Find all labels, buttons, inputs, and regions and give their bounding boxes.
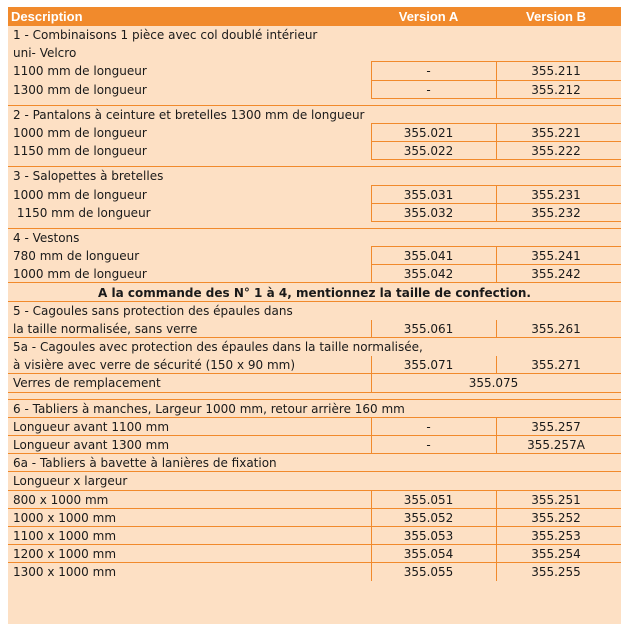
row-version-a: 355.041 <box>403 249 454 264</box>
row-version-b: 355.257 <box>531 419 581 434</box>
row-version-b: 355.252 <box>531 510 581 525</box>
section-3-title: 3 - Salopettes à bretelles <box>13 169 164 184</box>
row-version-a: - <box>426 82 431 97</box>
section-5a-title: 5a - Cagoules avec protection des épaules dans la taille normalisée, <box>13 340 423 355</box>
row-version-b: 355.221 <box>531 126 581 141</box>
row-label: 1000 mm de longueur <box>13 267 147 282</box>
row-version-a: - <box>426 64 431 79</box>
row-version-a: 355.031 <box>403 187 454 202</box>
row-version-a: - <box>426 419 431 434</box>
section-title <box>8 167 621 185</box>
row-version-b: 355.241 <box>531 249 581 264</box>
section-1-subtitle: uni- Velcro <box>13 46 77 61</box>
row-label: 780 mm de longueur <box>13 249 140 264</box>
row-version-b: 355.212 <box>531 82 581 97</box>
row-version-a: 355.054 <box>403 547 454 562</box>
row-version-b: 355.231 <box>531 187 581 202</box>
row-label: 1000 x 1000 mm <box>13 510 117 525</box>
row-label: 1100 x 1000 mm <box>13 528 117 543</box>
section-title <box>8 229 621 247</box>
header-description: Description <box>11 9 83 24</box>
table-row <box>8 356 621 374</box>
section-5-subtitle: la taille normalisée, sans verre <box>13 321 198 336</box>
row-version-a: 355.071 <box>403 358 454 373</box>
row-version-a: 355.055 <box>403 565 454 580</box>
row-version-b: 355.271 <box>531 358 581 373</box>
row-version-b: 355.251 <box>531 492 581 507</box>
section-subtitle <box>8 472 621 490</box>
section-title <box>8 106 621 124</box>
row-version-b: 355.255 <box>531 565 581 580</box>
table-row <box>8 186 621 204</box>
section-5-title: 5 - Cagoules sans protection des épaules dans <box>13 303 293 318</box>
section-6a-title: 6a - Tabliers à bavette à lanières de fixation <box>13 456 277 471</box>
table-row <box>8 418 621 436</box>
table-row <box>8 204 621 222</box>
row-label: 1000 mm de longueur <box>13 187 147 202</box>
row-label: 1150 mm de longueur <box>13 144 147 159</box>
row-version-a: 355.053 <box>403 528 454 543</box>
row-version-a: 355.052 <box>403 510 454 525</box>
row-label: 1100 mm de longueur <box>13 64 147 79</box>
row-version-a: - <box>426 438 431 453</box>
row-version-b: 355.257A <box>527 438 585 453</box>
table-row <box>8 491 621 509</box>
row-version-b: 355.211 <box>531 64 581 79</box>
table-row <box>8 142 621 160</box>
row-version-b: 355.222 <box>531 144 581 159</box>
row-version-a: 355.021 <box>403 126 454 141</box>
table-row <box>8 62 621 80</box>
row-label: 1200 x 1000 mm <box>13 547 117 562</box>
row-version-b: 355.242 <box>531 267 581 282</box>
section-title <box>8 302 621 320</box>
section-title <box>8 26 621 44</box>
table-row <box>8 247 621 265</box>
section-title <box>8 338 621 356</box>
row-label: 1300 x 1000 mm <box>13 565 117 580</box>
row-label: Longueur avant 1100 mm <box>13 419 170 434</box>
section-2-title: 2 - Pantalons à ceinture et bretelles 1300 mm de longueur <box>13 107 365 122</box>
row-version-b: 355.232 <box>531 205 581 220</box>
table-row <box>8 509 621 527</box>
row-version-a: 355.051 <box>403 492 454 507</box>
header-version-a: Version A <box>398 9 459 24</box>
table-row <box>8 436 621 454</box>
row-label: Verres de remplacement <box>13 376 161 391</box>
table-row <box>8 320 621 338</box>
row-label: 1150 mm de longueur <box>13 205 151 220</box>
section-title <box>8 44 621 62</box>
row-label: 1000 mm de longueur <box>13 126 147 141</box>
table-row <box>8 374 621 392</box>
table-header <box>8 7 621 26</box>
section-4-title: 4 - Vestons <box>13 230 80 245</box>
section-1-title: 1 - Combinaisons 1 pièce avec col doublé intérieur <box>13 28 318 43</box>
section-title <box>8 454 621 472</box>
header-version-b: Version B <box>526 9 586 24</box>
replacement-code: 355.075 <box>468 376 519 391</box>
row-label: Longueur avant 1300 mm <box>13 438 170 453</box>
row-version-a: 355.022 <box>403 144 454 159</box>
row-version-b: 355.253 <box>531 528 581 543</box>
table-row <box>8 545 621 563</box>
row-label: 1300 mm de longueur <box>13 82 147 97</box>
section-title <box>8 400 621 418</box>
row-version-b: 355.254 <box>531 547 581 562</box>
row-version-a: 355.042 <box>403 267 454 282</box>
table-row <box>8 124 621 142</box>
row-label: 800 x 1000 mm <box>13 492 109 507</box>
row-version-b: 355.261 <box>531 321 581 336</box>
product-table <box>8 7 621 624</box>
section-5a-subtitle: à visière avec verre de sécurité (150 x 90 mm) <box>13 358 296 373</box>
section-6a-subtitle: Longueur x largeur <box>13 474 128 489</box>
table-row <box>8 563 621 581</box>
table-row <box>8 265 621 283</box>
order-note-row <box>8 283 621 301</box>
table-row <box>8 527 621 545</box>
order-note: A la commande des N° 1 à 4, mentionnez la taille de confection. <box>98 285 531 300</box>
table-row <box>8 81 621 99</box>
row-version-a: 355.032 <box>403 205 454 220</box>
section-6-title: 6 - Tabliers à manches, Largeur 1000 mm, retour arrière 160 mm <box>13 401 405 416</box>
row-version-a: 355.061 <box>403 321 454 336</box>
